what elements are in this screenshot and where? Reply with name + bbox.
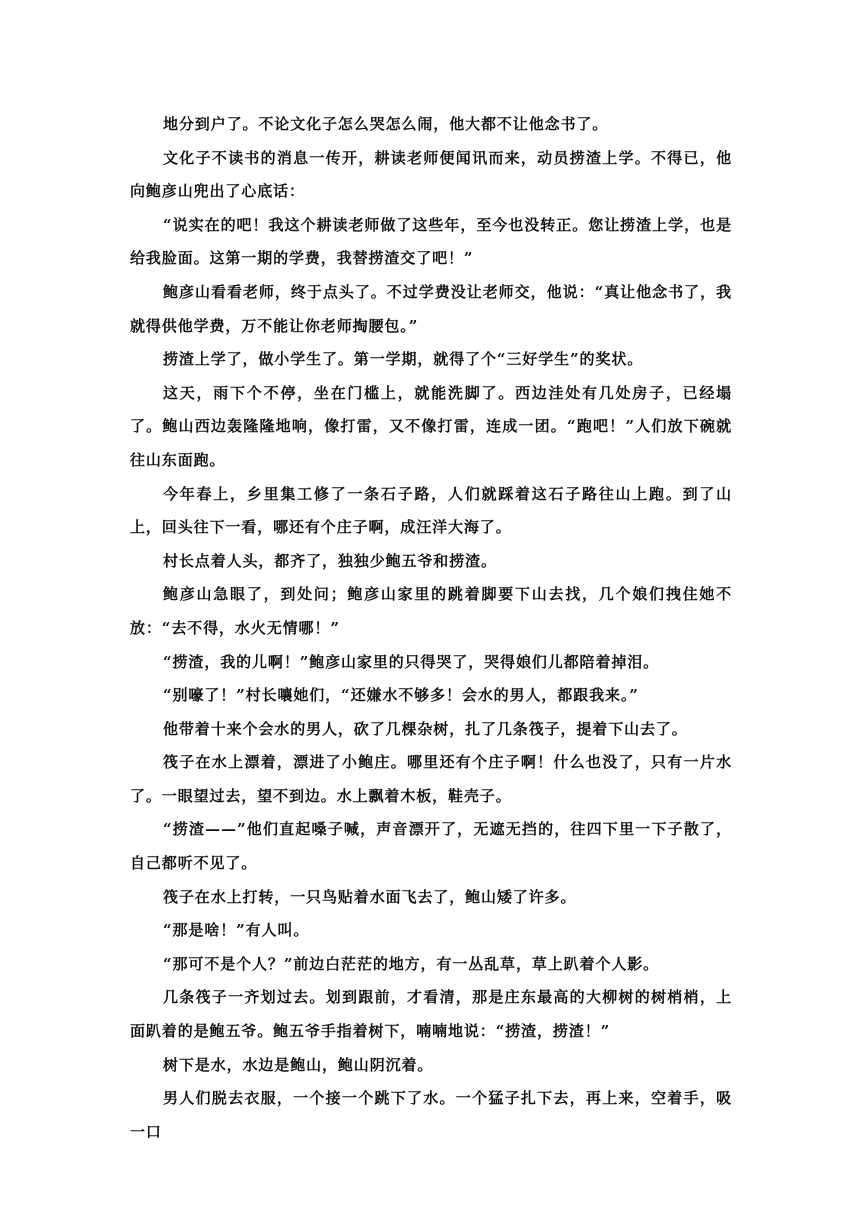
paragraph: 筏子在水上漂着，漂进了小鲍庄。哪里还有个庄子啊！什么也没了，只有一片水了。一眼望过去，望不到边。水上飘着木板，鞋壳子。 [130,753,732,805]
paragraph: “捞渣——”他们直起嗓子喊，声音漂开了，无遮无挡的，往四下里一下子散了，自己都听不见了。 [130,820,732,873]
paragraph: “捞渣，我的儿啊！”鲍彦山家里的只得哭了，哭得娘们儿都陪着掉泪。 [163,652,660,671]
paragraph: 捞渣上学了，做小学生了。第一学期，就得了个“三好学生”的奖状。 [163,350,644,369]
body-text [130,108,732,1149]
paragraph: 鲍彦山急眼了，到处问；鲍彦山家里的跳着脚要下山去找，几个娘们拽住她不放：“去不得，水火无情哪！” [130,585,732,637]
paragraph: 这天，雨下个不停，坐在门槛上，就能洗脚了。西边洼处有几处房子，已经塌了。鲍山西边轰隆隆地响，像打雷，又不像打雷，连成一团。“跑吧！”人们放下碗就往山东面跑。 [130,383,732,469]
paragraph: “说实在的吧！我这个耕读老师做了这些年，至今也没转正。您让捞渣上学，也是给我脸面。这第一期的学费，我替捞渣交了吧！” [130,215,732,268]
paragraph: 树下是水，水边是鲍山，鲍山阴沉着。 [163,1055,434,1074]
paragraph: 他带着十来个会水的男人，砍了几棵杂树，扎了几条筏子，提着下山去了。 [163,719,688,738]
paragraph: 地分到户了。不论文化子怎么哭怎么闹，他大都不让他念书了。 [163,115,609,133]
paragraph: 今年春上，乡里集工修了一条石子路，人们就踩着这石子路往山上跑。到了山上，回头往下一看，哪还有个庄子啊，成汪洋大海了。 [130,484,732,537]
paragraph: 筏子在水上打转，一只鸟贴着水面飞去了，鲍山矮了许多。 [163,887,577,906]
paragraph: “别嚎了！”村长嚷她们，“还嫌水不够多！会水的男人，都跟我来。” [163,686,639,705]
paragraph: 文化子不读书的消息一传开，耕读老师便闻讯而来，动员捞渣上学。不得已，他向鲍彦山兜出了心底话： [130,148,732,201]
paragraph: 鲍彦山看看老师，终于点头了。不过学费没让老师交，他说：“真让他念书了，我就得供他学费，万不能让你老师掏腰包。” [130,282,732,335]
paragraph: “那是啥！”有人叫。 [163,921,310,940]
paragraph: “那可不是个人？”前边白茫茫的地方，有一丛乱草，草上趴着个人影。 [163,954,660,973]
paragraph: 村长点着人头，都齐了，独独少鲍五爷和捞渣。 [163,551,497,570]
paragraph: 几条筏子一齐划过去。划到跟前，才看清，那是庄东最高的大柳树的树梢梢，上面趴着的是鲍五爷。鲍五爷手指着树下，喃喃地说：“捞渣，捞渣！” [130,988,732,1041]
paragraph: 男人们脱去衣服，一个接一个跳下了水。一个猛子扎下去，再上来，空着手，吸一口 [130,1089,732,1141]
